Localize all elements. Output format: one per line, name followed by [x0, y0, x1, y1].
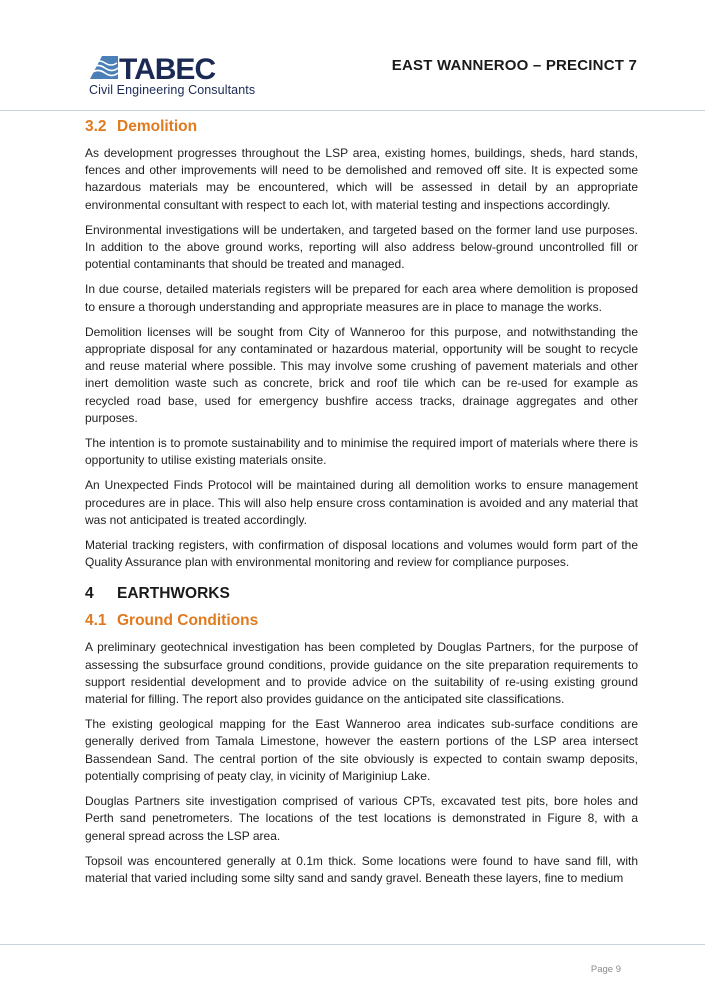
paragraph: Environmental investigations will be undertaken, and targeted based on the former land use purposes. In addition to the above ground works, reporting will also address below-ground uncontrolled fill or potential contaminants that should be treated and managed.: [85, 222, 638, 272]
logo-wordmark: TABEC: [119, 53, 216, 82]
paragraph: Demolition licenses will be sought from City of Wanneroo for this purpose, and notwithstanding the appropriate disposal for any contaminated or hazardous material, opportunity will be sought to recycle and reuse material where possible. This may involve some crushing of pavement materials and other inert demolition waste such as concrete, brick and roof tile which can be re-used for example as recycled road base, used for emergency bushfire access tracks, drainage aggregates and other purposes.: [85, 324, 638, 425]
chapter-heading-earthworks: [85, 585, 638, 603]
logo-subtitle: Civil Engineering Consultants: [89, 83, 256, 97]
page-header: [0, 0, 705, 112]
section-number: 3.2: [85, 118, 107, 135]
tabec-logo-mark: [88, 52, 253, 82]
paragraph: The intention is to promote sustainability and to minimise the required import of materials where there is opportunity to utilise existing materials onsite.: [85, 436, 638, 468]
company-logo: [88, 52, 258, 98]
page-number: Page 9: [590, 964, 621, 975]
chapter-number: 4: [85, 585, 94, 603]
paragraph: A preliminary geotechnical investigation has been completed by Douglas Partners, for the purpose of assessing the subsurface ground conditions, provide guidance on the site preparation requirements to support residential development and to provide advice on the suitability of re-using existing ground material for filling. The report also provides guidance on the anticipated site classifications.: [85, 640, 638, 707]
footer-divider: [0, 944, 705, 945]
paragraph: The existing geological mapping for the East Wanneroo area indicates sub-surface conditions are generally derived from Tamala Limestone, however the eastern portions of the LSP area intersect Bassendean Sand. The central portion of the site obviously is expected to contain swamp deposits, potentially comprising of peaty clay, in vicinity of Mariginiup Lake.: [85, 717, 638, 783]
section-heading-ground-conditions: [85, 612, 638, 630]
paragraph: As development progresses throughout the LSP area, existing homes, buildings, sheds, hard stands, fences and other improvements will need to be demolished and removed off site. It is expected some hazardous materials may be encountered, which will be assessed in detail by an appropriate environmental consultant with respect to each lot, with material testing and inspections accordingly.: [85, 146, 638, 212]
paragraph: Douglas Partners site investigation comprised of various CPTs, excavated test pits, bore holes and Perth sand penetrometers. The locations of the test locations is demonstrated in Figure 8, with a general spread across the LSP area.: [85, 794, 638, 843]
header-divider: [0, 110, 705, 111]
paragraph: In due course, detailed materials registers will be prepared for each area where demolition is proposed to ensure a thorough understanding and appropriate measures are in place to manage the works.: [85, 282, 638, 314]
section-heading-demolition: [85, 118, 638, 136]
document-title: EAST WANNEROO – PRECINCT 7: [391, 57, 637, 74]
page-body: [85, 118, 638, 895]
section-title: Ground Conditions: [117, 612, 259, 630]
paragraph: An Unexpected Finds Protocol will be maintained during all demolition works to ensure management procedures are in place. This will also help ensure cross contamination is avoided and any material that was not anticipated is treated accordingly.: [85, 478, 638, 527]
chapter-title: EARTHWORKS: [117, 585, 230, 603]
paragraph: Material tracking registers, with confirmation of disposal locations and volumes would form part of the Quality Assurance plan with environmental monitoring and review for compliance purposes.: [85, 538, 638, 570]
paragraph: Topsoil was encountered generally at 0.1m thick. Some locations were found to have sand fill, with material that varied including some silty sand and sandy gravel. Beneath these layers, fine to medium: [85, 853, 638, 885]
section-number: 4.1: [85, 612, 107, 630]
section-title: Demolition: [117, 118, 198, 135]
